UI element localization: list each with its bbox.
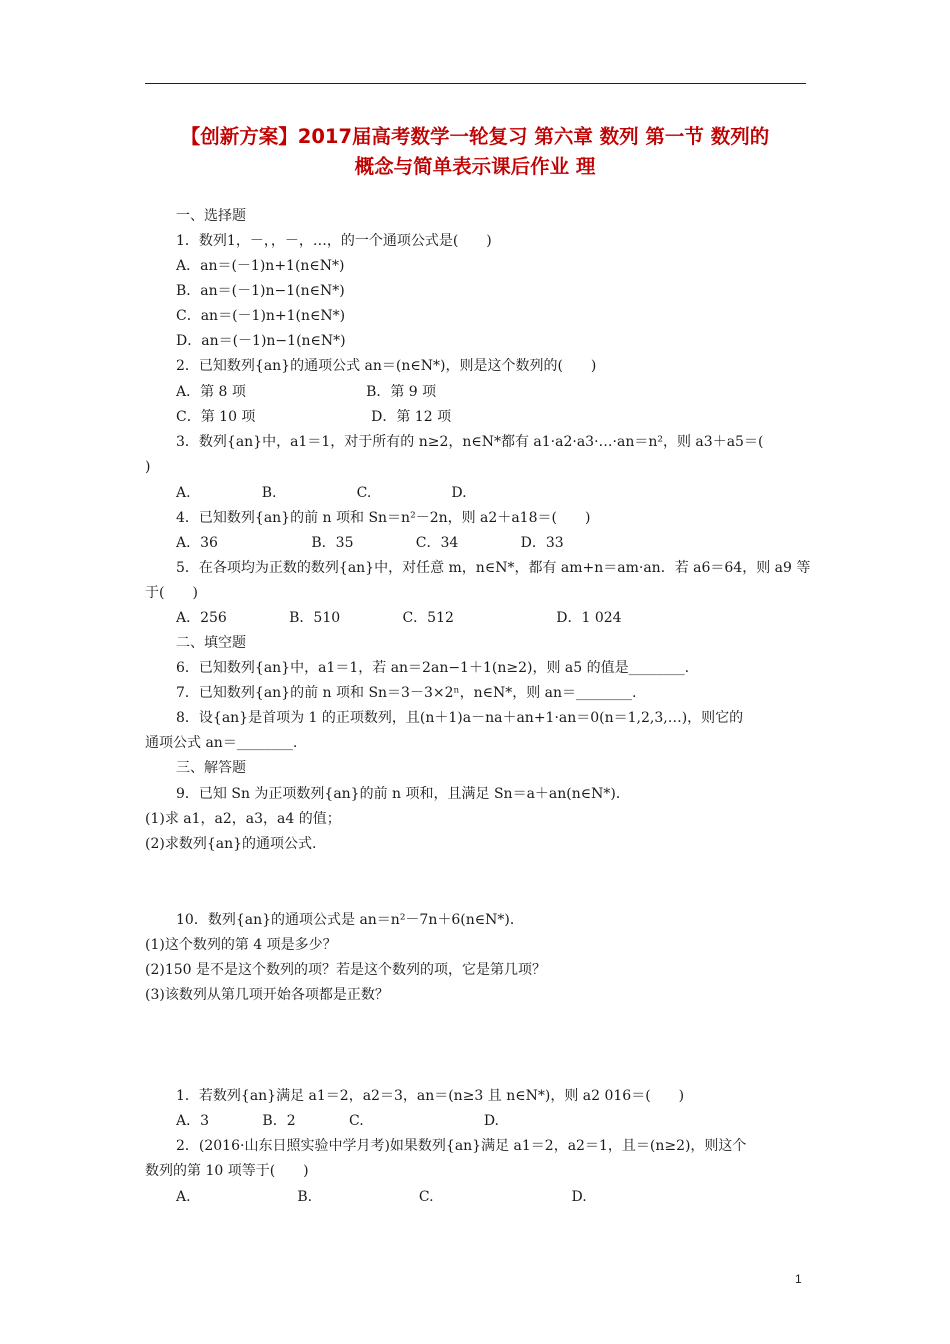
question-line: 1．数列1，－，，－，…，的一个通项公式是( ) [176,233,492,249]
question-line: 10．数列{an}的通项公式是 an＝n²－7n＋6(n∈N*)． [176,912,524,928]
question-line: 6．已知数列{an}中，a1＝1，若 an＝2an−1＋1(n≥2)，则 a5 的值是________. [176,660,690,676]
page-number: 1 [795,1272,802,1286]
option-line: B．an＝(－1)n−1(n∈N*) [176,283,345,299]
question-line-continued: 于( ) [145,585,198,601]
option-line: A．36 B．35 C．34 D．33 [176,535,564,551]
option-line: A. B. C. D. [176,485,467,501]
option-line: D．an＝(－1)n−1(n∈N*) [176,333,346,349]
sub-question-line: (1)这个数列的第 4 项是多少？ [145,937,337,953]
sub-question-line: (3)该数列从第几项开始各项都是正数？ [145,987,389,1003]
question-line: 5．在各项均为正数的数列{an}中，对任意 m，n∈N*，都有 am+n＝am·an．若 a6＝64，则 a9 等 [176,560,811,576]
header-rule [145,83,806,84]
question-line: 2．(2016·山东日照实验中学月考)如果数列{an}满足 a1＝2，a2＝1，且＝(n≥2)，则这个 [176,1138,747,1154]
question-line: 1．若数列{an}满足 a1＝2，a2＝3，an＝(n≥3 且 n∈N*)，则 a2 016＝( ) [176,1088,685,1104]
question-line: 8．设{an}是首项为 1 的正项数列，且(n＋1)a－na＋an+1·an＝0(n＝1,2,3,…)，则它的 [176,710,744,726]
question-line: 9．已知 Sn 为正项数列{an}的前 n 项和，且满足 Sn＝a＋an(n∈N*)． [176,786,630,802]
option-line: A．256 B．510 C．512 D．1 024 [176,610,622,626]
question-line: 4．已知数列{an}的前 n 项和 Sn＝n²－2n，则 a2＋a18＝( ) [176,510,591,526]
option-line: C．an＝(－1)n+1(n∈N*) [176,308,346,324]
question-line: 2．已知数列{an}的通项公式 an＝(n∈N*)，则是这个数列的( ) [176,358,597,374]
sub-question-line: (1)求 a1，a2，a3，a4 的值； [145,811,341,827]
sub-question-line: (2)求数列{an}的通项公式. [145,836,317,852]
question-line: 3．数列{an}中，a1＝1，对于所有的 n≥2，n∈N*都有 a1·a2·a3·…·an＝n²，则 a3＋a5＝( [176,434,764,450]
section-heading: 三、解答题 [176,760,246,776]
question-line-continued: 数列的第 10 项等于( ) [145,1163,309,1179]
option-line: A. B. C. D. [176,1189,587,1205]
title-line-1: 【创新方案】2017届高考数学一轮复习 第六章 数列 第一节 数列的 [180,125,770,148]
section-heading: 一、选择题 [176,208,246,224]
question-line-continued: 通项公式 an＝________. [145,735,298,751]
document-title [140,122,810,182]
title-line-2: 概念与简单表示课后作业 理 [354,155,596,178]
option-line: A．第 8 项 B．第 9 项 [176,384,437,400]
option-line: A．an＝(－1)n+1(n∈N*) [176,258,345,274]
option-line: C．第 10 项 D．第 12 项 [176,409,452,425]
question-line-continued: ) [145,459,151,475]
sub-question-line: (2)150 是不是这个数列的项？若是这个数列的项，它是第几项？ [145,962,547,978]
section-heading: 二、填空题 [176,635,246,651]
option-line: A．3 B．2 C. D. [176,1113,500,1129]
question-line: 7．已知数列{an}的前 n 项和 Sn＝3－3×2ⁿ，n∈N*，则 an＝________. [176,685,637,701]
